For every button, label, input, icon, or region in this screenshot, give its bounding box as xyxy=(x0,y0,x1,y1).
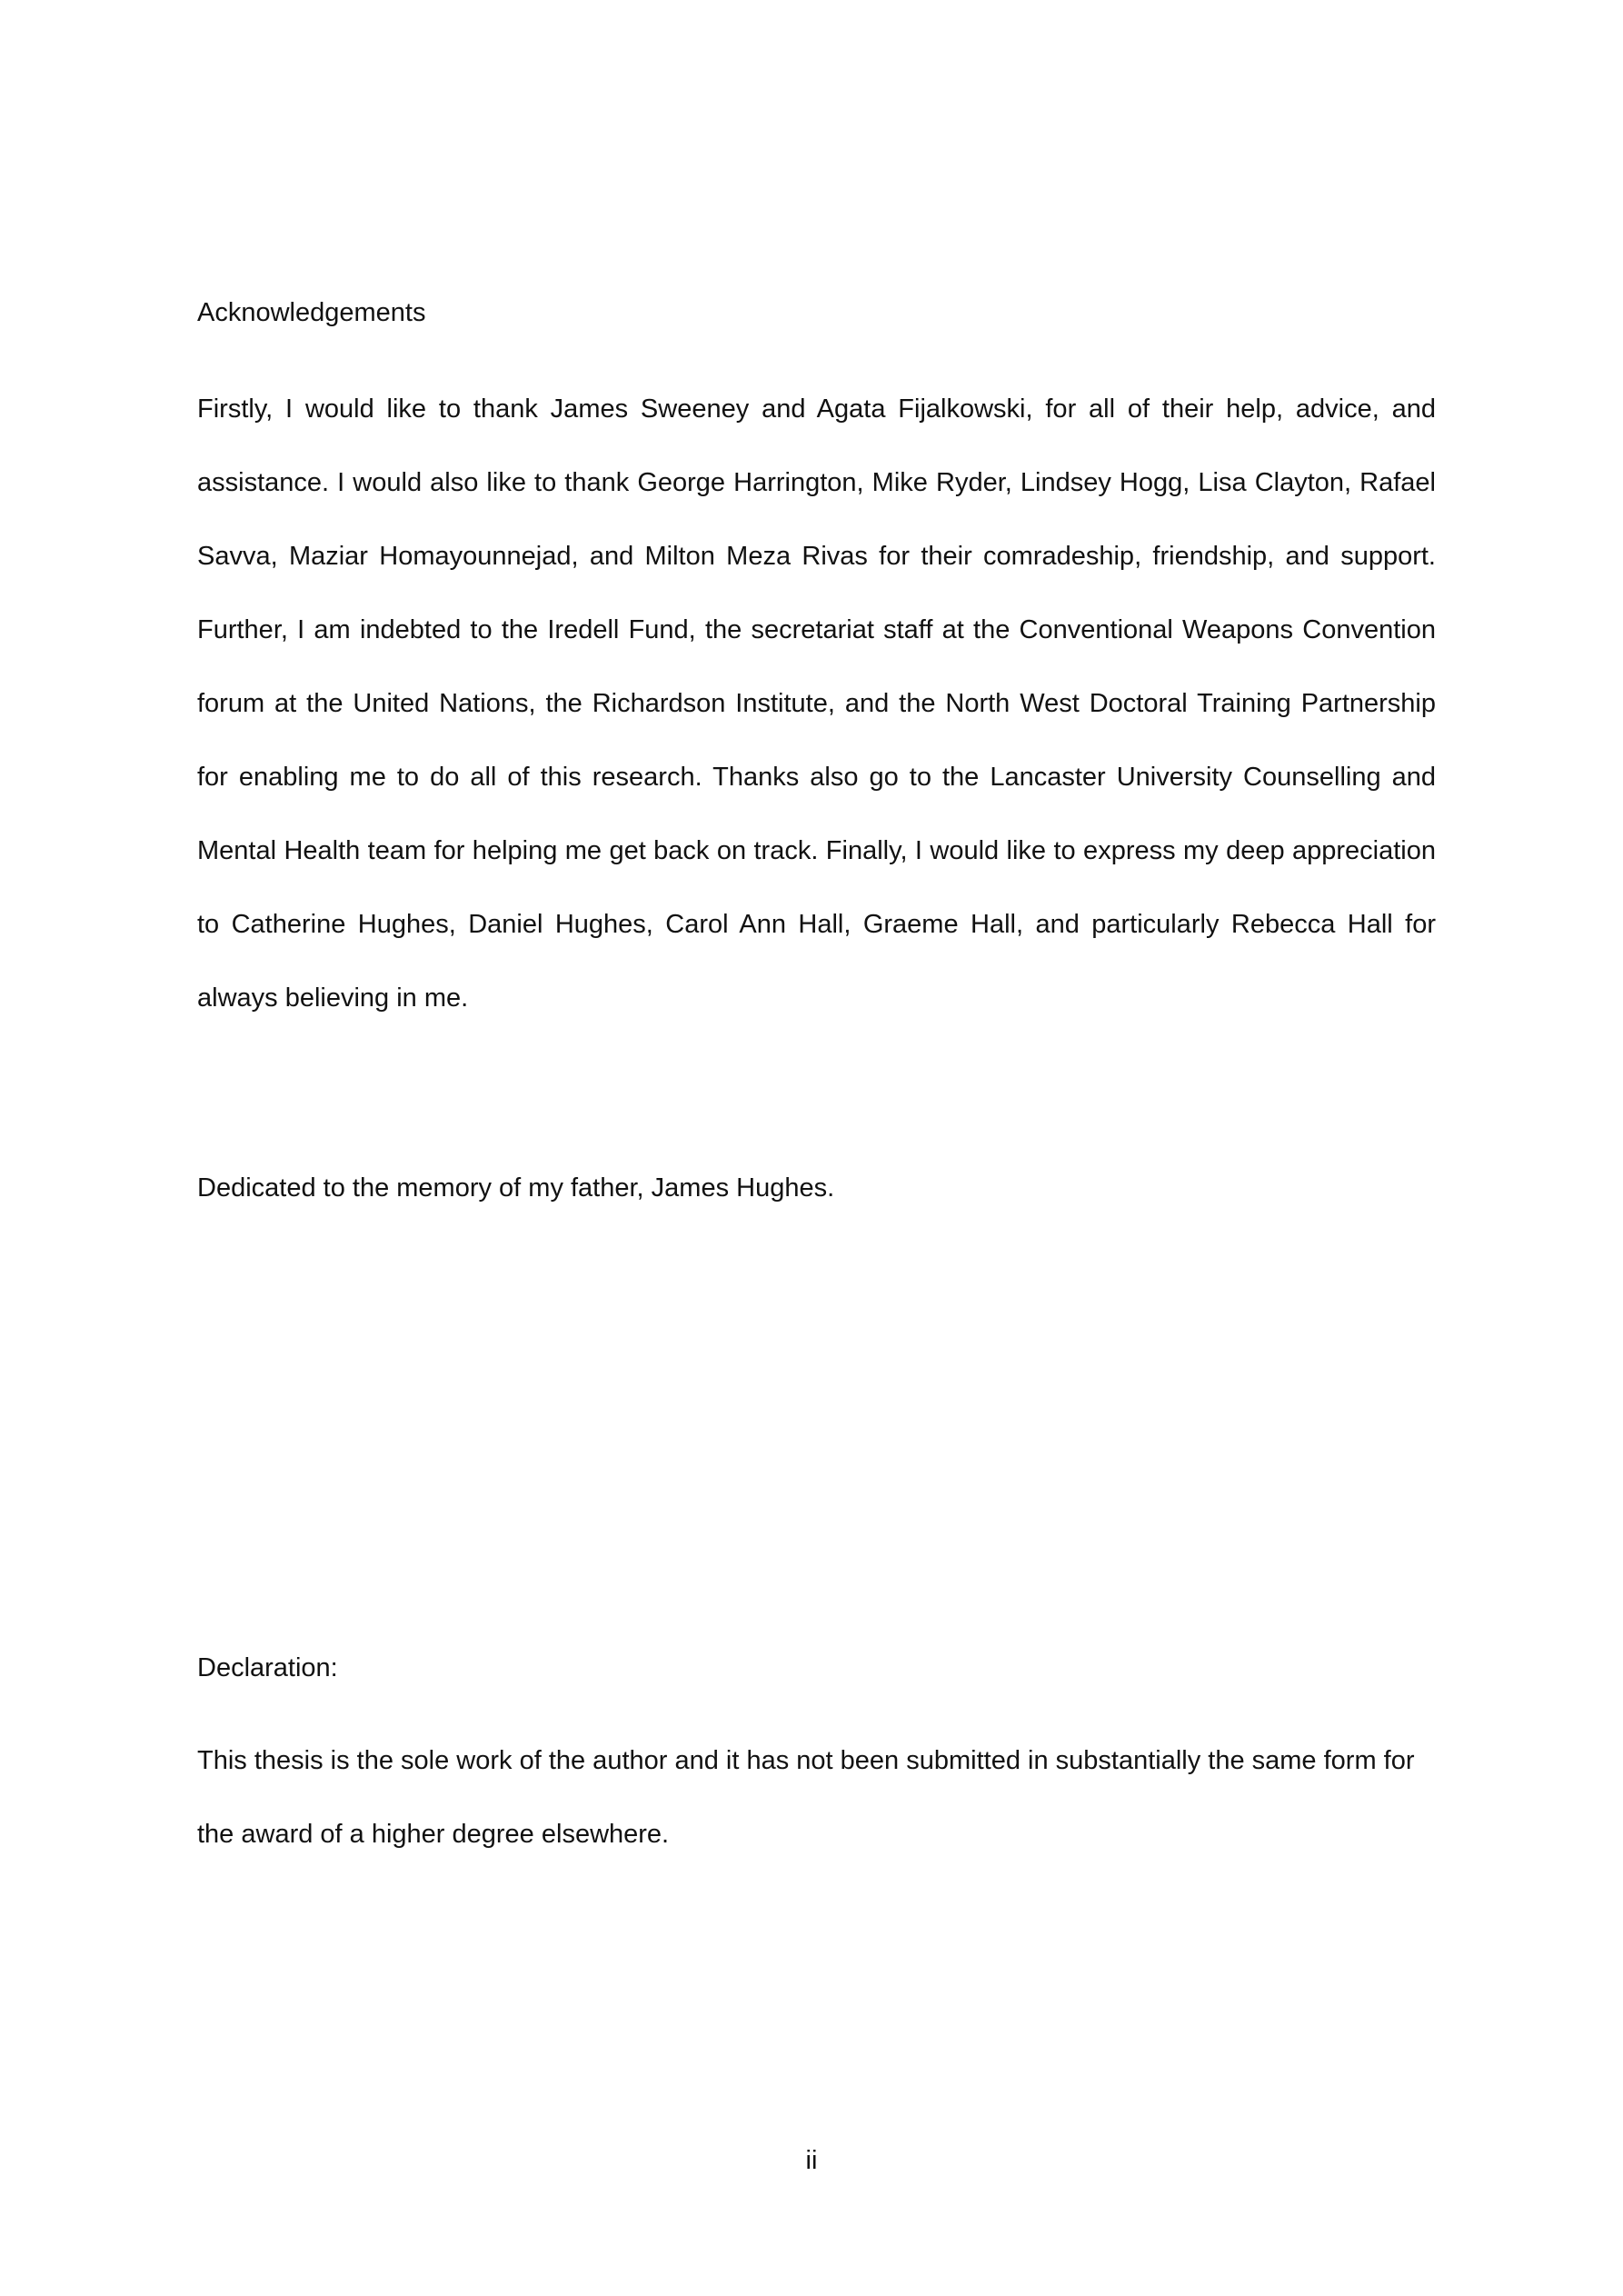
page-number: ii xyxy=(805,2146,818,2175)
declaration-heading: Declaration: xyxy=(197,1653,338,1682)
declaration-body: This thesis is the sole work of the author and it has not been submitted in substantially the same form for the award of a higher degree elsewhere. xyxy=(197,1746,1415,1849)
dedication-text: Dedicated to the memory of my father, James Hughes. xyxy=(197,1173,835,1203)
acknowledgements-body: Firstly, I would like to thank James Sweeney and Agata Fijalkowski, for all of their help, advice, and assistance. I would also like to thank George Harrington, Mike Ryder, Lindsey Hogg, Lisa Clayton, Rafael Savva, Maziar Homayounnejad, and Milton Meza Rivas for their comradeship, friendship, and support. Further, I am indebted to the Iredell Fund, the secretariat staff at the Conventional Weapons Convention forum at the United Nations, the Richardson Institute, and the North West Doctoral Training Partnership for enabling me to do all of this research. Thanks also go to the Lancaster University Counselling and Mental Health team for helping me get back on track. Finally, I would like to express my deep appreciation to Catherine Hughes, Daniel Hughes, Carol Ann Hall, Graeme Hall, and particularly Rebecca Hall for always believing in me. xyxy=(197,394,1436,1013)
acknowledgements-heading: Acknowledgements xyxy=(197,298,426,327)
